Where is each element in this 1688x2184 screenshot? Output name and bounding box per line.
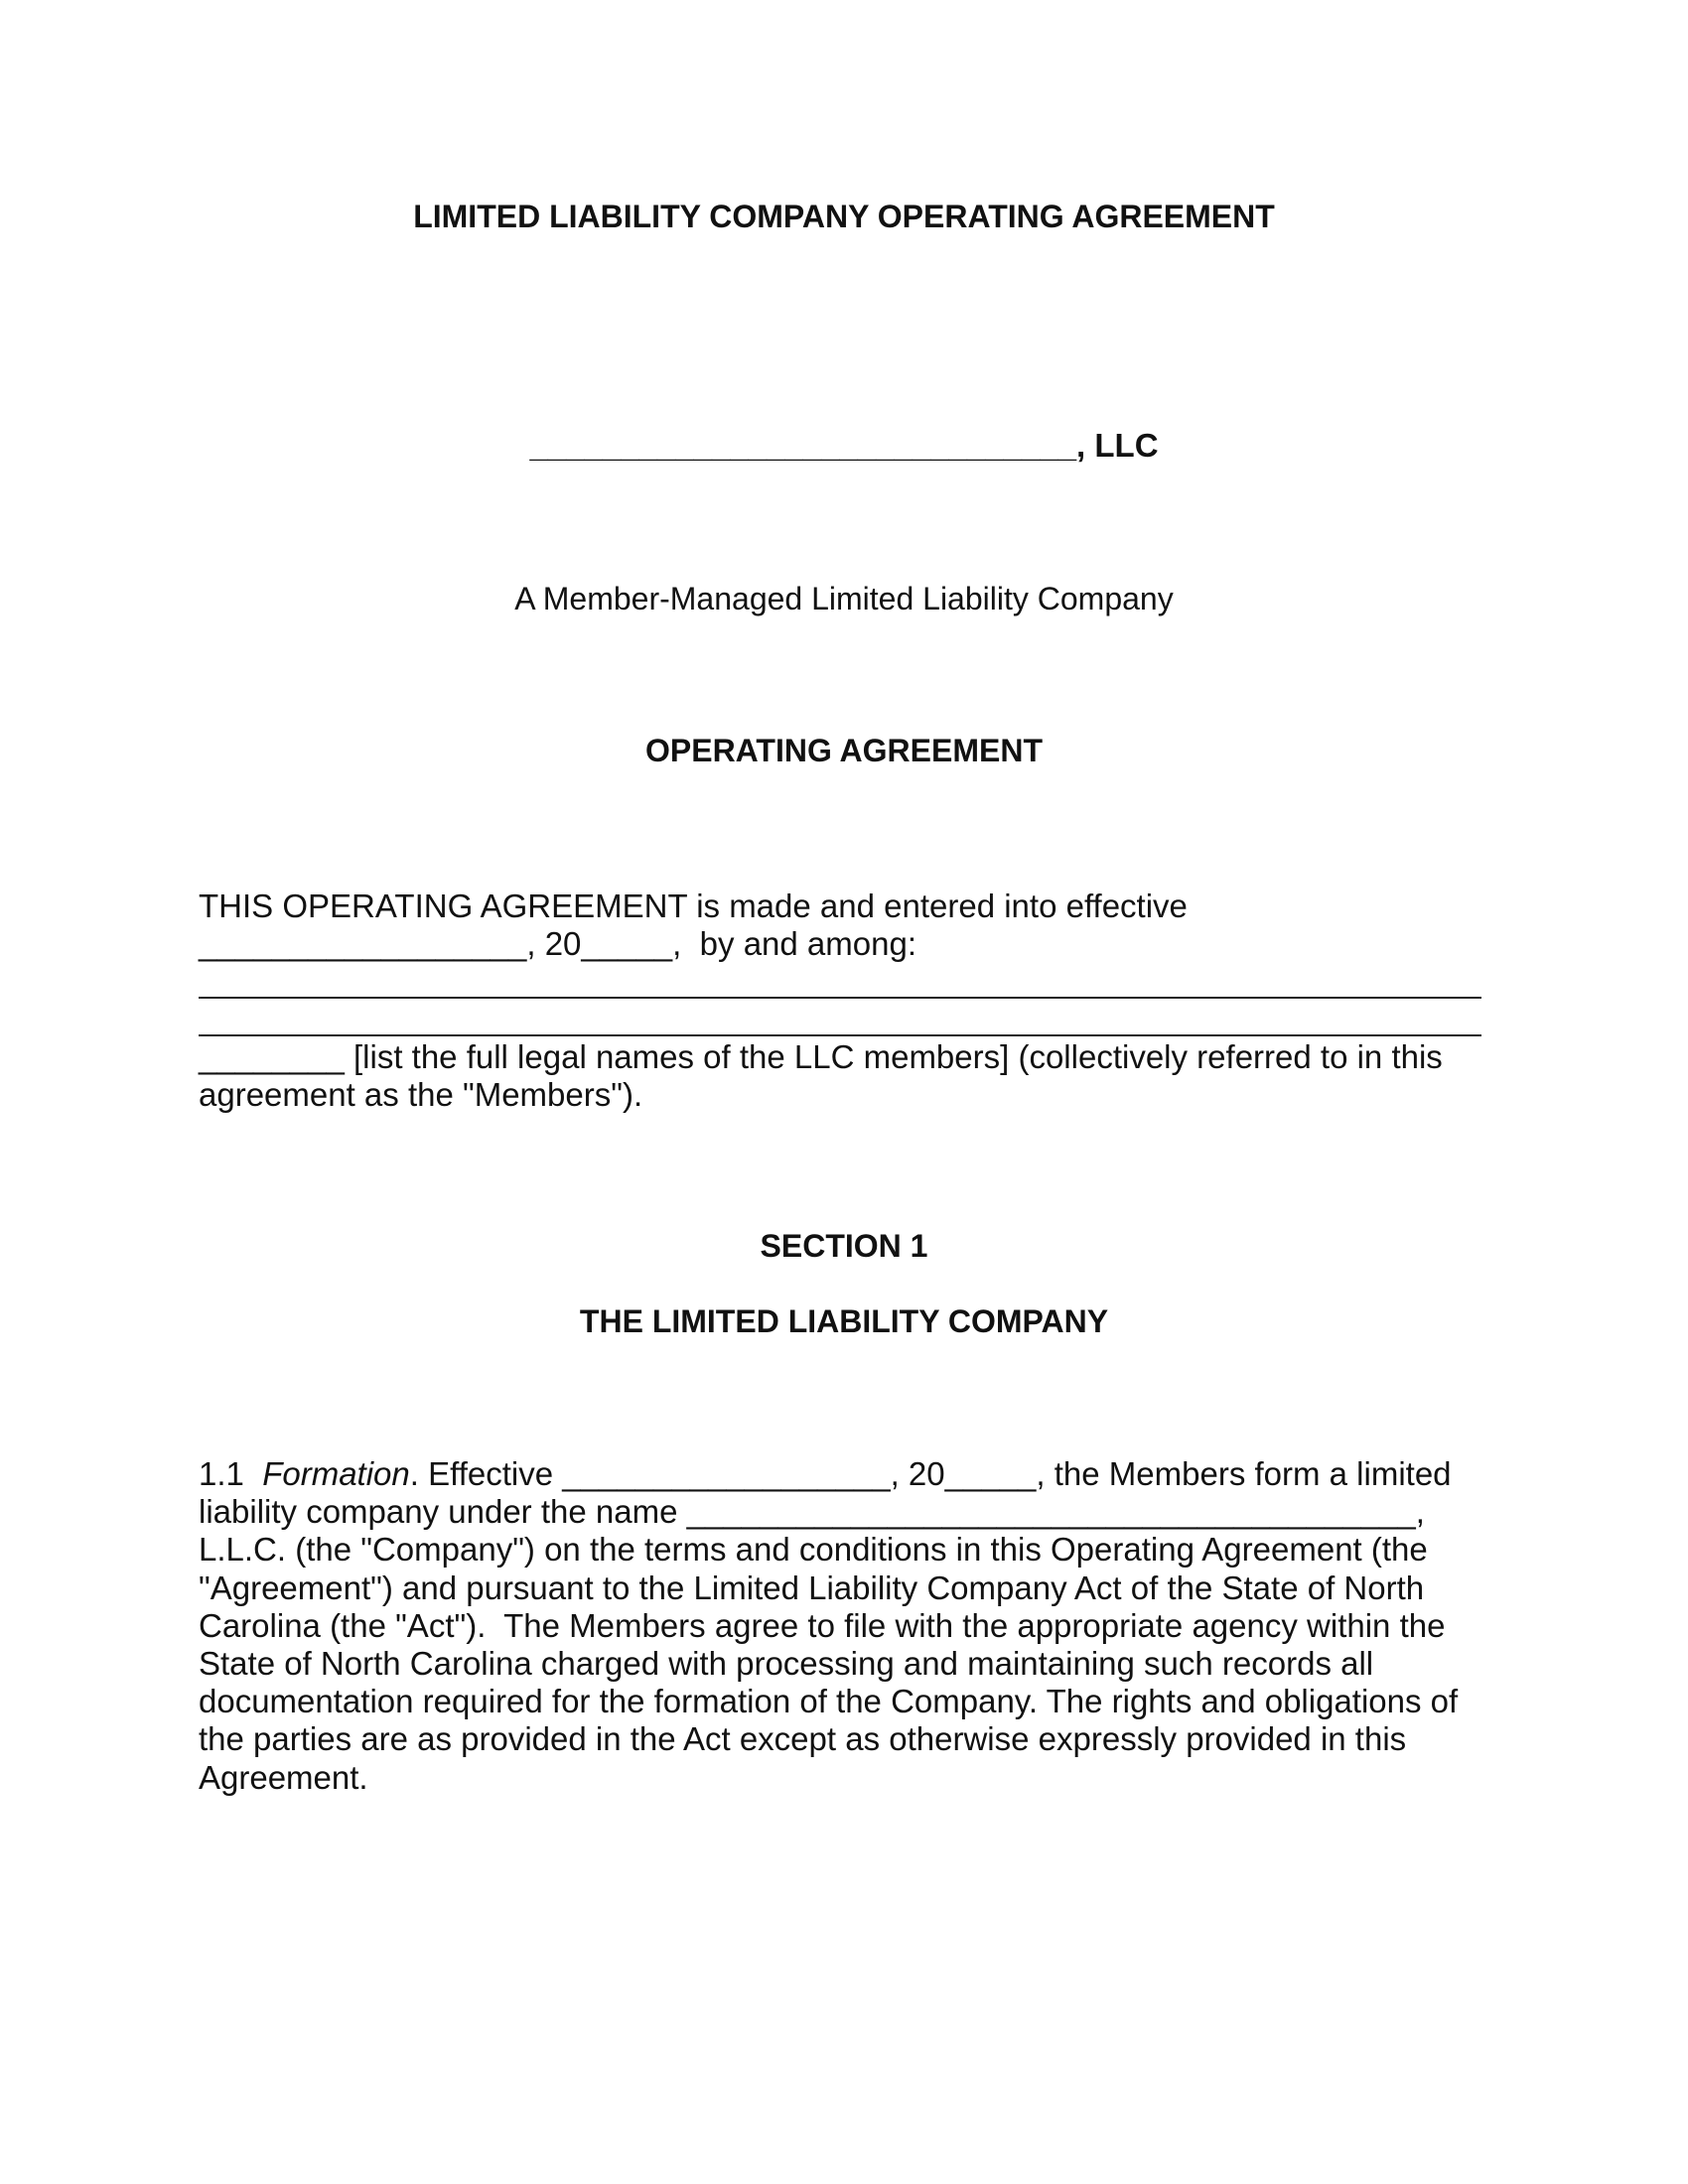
- clause-heading: Formation: [262, 1455, 410, 1492]
- clause-1-1-line-5: Carolina (the "Act"). The Members agree to file with the appropriate agency within the: [199, 1606, 1446, 1644]
- clause-1-1-line-9: Agreement.: [199, 1758, 368, 1796]
- clause-1-1-line-8: the parties are as provided in the Act except as otherwise expressly provided in this: [199, 1720, 1407, 1758]
- clause-1-1-line-4: "Agreement") and pursuant to the Limited Liability Company Act of the State of North: [199, 1569, 1425, 1606]
- clause-number: 1.1: [199, 1455, 244, 1492]
- clause-1-1-line-6: State of North Carolina charged with processing and maintaining such records all: [199, 1645, 1374, 1683]
- agreement-heading: OPERATING AGREEMENT: [644, 733, 1043, 768]
- clause-1-1-line-2: liability company under the name ________________________________________,: [199, 1493, 1425, 1531]
- clause-1-1-line-1-rest: . Effective __________________, 20_____, the Members form a limited: [409, 1455, 1452, 1492]
- section-title: THE LIMITED LIABILITY COMPANY: [579, 1303, 1109, 1339]
- intro-line-4: agreement as the "Members").: [199, 1076, 643, 1113]
- intro-line-2: __________________, 20_____, by and among:: [199, 925, 916, 962]
- section-number: SECTION 1: [760, 1228, 928, 1264]
- document-title: LIMITED LIABILITY COMPANY OPERATING AGREEMENT: [413, 199, 1275, 234]
- member-names-blank-line-2: [199, 1034, 1481, 1036]
- clause-1-1-line-7: documentation required for the formation of the Company. The rights and obligations of: [199, 1683, 1459, 1720]
- clause-1-1-line-1: [199, 1455, 1509, 1493]
- clause-1-1: [199, 1455, 1509, 1797]
- clause-1-1-line-3: L.L.C. (the "Company") on the terms and conditions in this Operating Agreement (the: [199, 1531, 1428, 1569]
- company-name-line: ______________________________, LLC: [529, 427, 1159, 464]
- intro-line-1: THIS OPERATING AGREEMENT is made and entered into effective: [199, 887, 1188, 924]
- intro-line-3: ________ [list the full legal names of the LLC members] (collectively referred to in this: [199, 1038, 1443, 1075]
- member-names-blank-line-1: [199, 997, 1481, 999]
- document-subtitle: A Member-Managed Limited Liability Company: [514, 581, 1174, 616]
